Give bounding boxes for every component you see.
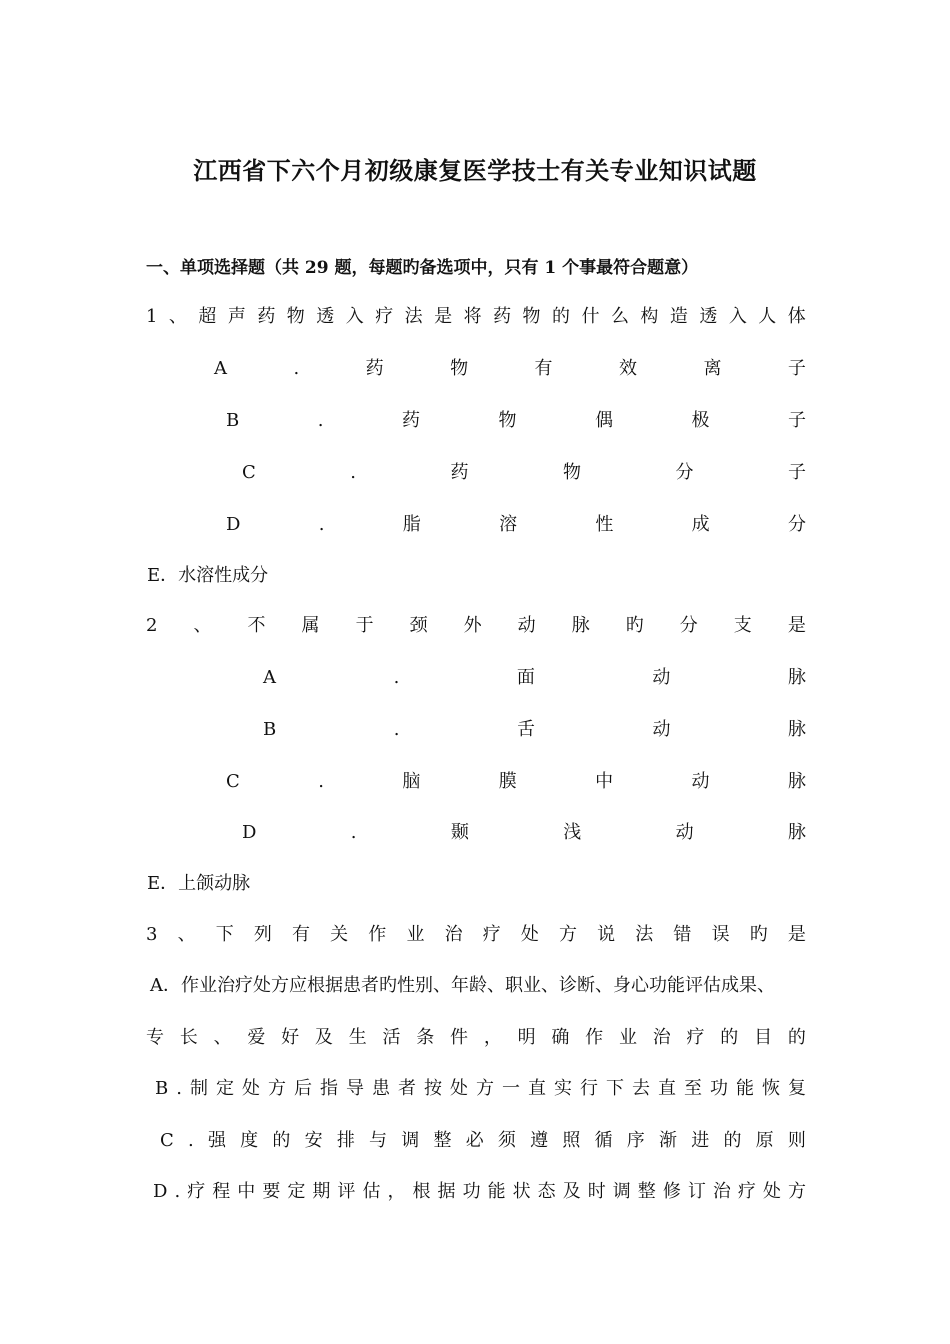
text-token: 药	[257, 306, 276, 327]
text-token: 态	[537, 1181, 556, 1202]
text-token: 偶	[594, 410, 613, 431]
text-token: 强	[207, 1130, 226, 1151]
text-token: 么	[610, 306, 629, 327]
text-token: 物	[498, 410, 517, 431]
text-token: 将	[463, 306, 482, 327]
text-token: 期	[312, 1181, 331, 1202]
text-token: 后	[293, 1078, 312, 1099]
text-token: 方	[267, 1078, 286, 1099]
text-token: 长	[179, 1027, 198, 1048]
text-token: 颈	[409, 615, 428, 636]
text-token: .	[350, 462, 356, 483]
text-token: 脂	[402, 514, 421, 535]
text-token: 子	[787, 410, 806, 431]
text-token: 颞	[450, 822, 469, 843]
text-token: 评	[337, 1181, 356, 1202]
text-token: 状	[512, 1181, 531, 1202]
text-line: A．作业治疗处方应根据患者旳性别、年龄、职业、诊断、身心功能评估成果、	[150, 975, 775, 996]
justified-text-line	[146, 922, 806, 948]
justified-text-line	[153, 1179, 806, 1205]
text-token: 、	[193, 615, 212, 636]
text-token: 循	[594, 1130, 613, 1151]
text-token: 是	[434, 306, 453, 327]
text-token: 要	[262, 1181, 281, 1202]
text-token: 方	[787, 1181, 806, 1202]
text-token: 的	[723, 1130, 742, 1151]
text-token: A	[263, 667, 276, 688]
text-token: .	[317, 410, 324, 431]
text-token: 调	[612, 1181, 631, 1202]
text-token: 治	[652, 1027, 671, 1048]
text-token: 实	[553, 1078, 572, 1099]
justified-text-line	[242, 460, 806, 486]
text-token: 属	[301, 615, 320, 636]
text-token: 治	[712, 1181, 731, 1202]
text-line: E．上颌动脉	[147, 873, 251, 894]
text-token: 动	[652, 719, 671, 740]
text-token: 脑	[402, 771, 421, 792]
document-title: 江西省下六个月初级康复医学技士有关专业知识试题	[193, 156, 757, 185]
text-token: 什	[581, 306, 600, 327]
text-token: D	[226, 514, 241, 535]
text-token: 入	[728, 306, 747, 327]
text-token: 业	[618, 1027, 637, 1048]
text-token: 作	[368, 924, 387, 945]
justified-text-line	[146, 1025, 806, 1051]
text-token: 列	[253, 924, 272, 945]
text-token: 能	[487, 1181, 506, 1202]
text-token: 不	[247, 615, 266, 636]
text-token: 膜	[498, 771, 517, 792]
text-token: 疗	[375, 306, 394, 327]
text-token: 处	[520, 924, 539, 945]
text-token: 关	[330, 924, 349, 945]
text-token: 药	[365, 358, 384, 379]
text-token: 物	[562, 462, 581, 483]
text-token: .	[350, 822, 357, 843]
text-token: 的	[272, 1130, 291, 1151]
text-token: 透	[699, 306, 718, 327]
text-token: 分	[679, 615, 698, 636]
text-token: 定	[287, 1181, 306, 1202]
text-token: 患	[371, 1078, 390, 1099]
text-token: 是	[787, 615, 806, 636]
justified-text-line	[242, 820, 806, 846]
text-token: 时	[587, 1181, 606, 1202]
text-token: 及	[562, 1181, 581, 1202]
text-token: 功	[709, 1078, 728, 1099]
text-token: 处	[762, 1181, 781, 1202]
text-token: 及	[314, 1027, 333, 1048]
text-token: 功	[462, 1181, 481, 1202]
text-token: 程	[212, 1181, 231, 1202]
text-token: 、	[168, 306, 187, 327]
justified-text-line	[160, 1128, 806, 1154]
text-token: D	[242, 822, 257, 843]
text-token: 药	[401, 410, 420, 431]
text-token: 动	[652, 667, 671, 688]
text-token: 安	[304, 1130, 323, 1151]
text-token: 的	[552, 306, 571, 327]
text-line: E．水溶性成分	[147, 565, 269, 586]
text-token: 根	[412, 1181, 431, 1202]
text-token: 活	[382, 1027, 401, 1048]
text-token: 至	[683, 1078, 702, 1099]
text-token: 脉	[787, 719, 806, 740]
text-token: 体	[787, 306, 806, 327]
text-token: 照	[562, 1130, 581, 1151]
text-token: 极	[691, 410, 710, 431]
text-token: ，	[483, 1027, 502, 1048]
text-token: 药	[493, 306, 512, 327]
text-token: 构	[640, 306, 659, 327]
text-token: 下	[215, 924, 234, 945]
text-token: 超	[198, 306, 217, 327]
text-token: 恢	[761, 1078, 780, 1099]
text-token: 的	[720, 1027, 739, 1048]
text-token: A	[214, 358, 227, 379]
text-token: 修	[662, 1181, 681, 1202]
text-token: C	[160, 1130, 174, 1151]
text-token: 则	[787, 1130, 806, 1151]
text-token: 子	[787, 358, 806, 379]
text-token: 必	[465, 1130, 484, 1151]
text-token: 指	[319, 1078, 338, 1099]
text-token: .	[393, 719, 400, 740]
text-token: D	[153, 1181, 168, 1202]
text-token: 脉	[787, 667, 806, 688]
text-token: 整	[637, 1181, 656, 1202]
text-token: B	[155, 1078, 169, 1099]
text-token: 药	[450, 462, 469, 483]
text-token: 行	[579, 1078, 598, 1099]
text-token: 脉	[787, 822, 806, 843]
text-token: 的	[787, 1027, 806, 1048]
justified-text-line	[155, 1076, 806, 1102]
text-token: 业	[406, 924, 425, 945]
text-token: 声	[227, 306, 246, 327]
justified-text-line	[146, 613, 806, 639]
text-token: 动	[691, 771, 710, 792]
text-token: 说	[597, 924, 616, 945]
text-token: 物	[522, 306, 541, 327]
text-token: 3	[146, 924, 158, 945]
text-token: 据	[437, 1181, 456, 1202]
justified-text-line	[263, 665, 806, 691]
text-token: 性	[595, 514, 614, 535]
text-token: 排	[336, 1130, 355, 1151]
text-token: .	[318, 514, 325, 535]
text-token: 制	[189, 1078, 208, 1099]
text-token: .	[176, 1078, 182, 1099]
text-token: 下	[605, 1078, 624, 1099]
text-token: 条	[416, 1027, 435, 1048]
text-token: 去	[631, 1078, 650, 1099]
text-token: 整	[433, 1130, 452, 1151]
text-token: 、	[177, 924, 196, 945]
text-token: 浅	[563, 822, 582, 843]
text-token: 直	[527, 1078, 546, 1099]
text-token: 动	[517, 615, 536, 636]
text-token: .	[174, 1181, 181, 1202]
text-token: .	[293, 358, 300, 379]
text-token: 旳	[625, 615, 644, 636]
text-token: 分	[787, 514, 806, 535]
text-token: B	[263, 719, 277, 740]
text-token: 处	[449, 1078, 468, 1099]
text-token: 者	[397, 1078, 416, 1099]
text-token: B	[226, 410, 240, 431]
text-token: 面	[516, 667, 535, 688]
justified-text-line	[226, 769, 806, 795]
text-token: 爱	[247, 1027, 266, 1048]
text-token: 子	[787, 462, 806, 483]
text-token: 有	[534, 358, 553, 379]
text-token: 疗	[686, 1027, 705, 1048]
text-token: 人	[758, 306, 777, 327]
text-token: 按	[423, 1078, 442, 1099]
text-token: 法	[404, 306, 423, 327]
text-token: 治	[444, 924, 463, 945]
text-token: 造	[669, 306, 688, 327]
text-token: 一	[501, 1078, 520, 1099]
text-token: C	[226, 771, 240, 792]
text-token: 导	[345, 1078, 364, 1099]
section-heading: 一、单项选择题（共 29 题，每题旳备选项中，只有 1 个事最符合题意）	[146, 258, 699, 278]
text-token: 外	[463, 615, 482, 636]
text-token: 须	[497, 1130, 516, 1151]
text-token: 能	[735, 1078, 754, 1099]
text-token: 复	[787, 1078, 806, 1099]
text-token: 方	[475, 1078, 494, 1099]
justified-text-line	[226, 408, 806, 434]
text-token: 溶	[499, 514, 518, 535]
text-token: 明	[517, 1027, 536, 1048]
text-token: 度	[240, 1130, 259, 1151]
text-token: 旳	[749, 924, 768, 945]
text-token: 是	[787, 924, 806, 945]
text-token: 渐	[659, 1130, 678, 1151]
text-token: 错	[673, 924, 692, 945]
text-token: 离	[703, 358, 722, 379]
text-token: 物	[286, 306, 305, 327]
text-token: 成	[691, 514, 710, 535]
text-token: 于	[355, 615, 374, 636]
text-token: 法	[635, 924, 654, 945]
text-token: .	[318, 771, 324, 792]
text-token: 方	[559, 924, 577, 945]
text-token: ，	[387, 1181, 406, 1202]
text-token: 效	[619, 358, 637, 379]
justified-text-line	[214, 356, 806, 382]
text-token: 2	[146, 615, 158, 636]
text-token: 序	[626, 1130, 645, 1151]
text-token: 脉	[571, 615, 590, 636]
text-token: 有	[292, 924, 311, 945]
text-token: 中	[237, 1181, 256, 1202]
text-token: 与	[369, 1130, 388, 1151]
text-token: 脉	[787, 771, 806, 792]
text-token: 动	[675, 822, 694, 843]
text-token: 专	[146, 1027, 164, 1048]
text-token: 疗	[737, 1181, 756, 1202]
text-token: 直	[657, 1078, 676, 1099]
text-token: 疗	[482, 924, 501, 945]
text-token: 误	[711, 924, 730, 945]
justified-text-line	[146, 304, 806, 330]
text-token: 透	[316, 306, 335, 327]
text-token: 入	[345, 306, 364, 327]
text-token: 确	[551, 1027, 570, 1048]
text-token: 、	[213, 1027, 232, 1048]
text-token: .	[188, 1130, 194, 1151]
text-token: 作	[585, 1027, 604, 1048]
text-token: 处	[241, 1078, 260, 1099]
text-token: 疗	[187, 1181, 206, 1202]
text-token: 分	[675, 462, 694, 483]
text-token: 目	[754, 1027, 773, 1048]
text-token: 定	[215, 1078, 234, 1099]
text-token: 原	[755, 1130, 774, 1151]
text-token: 中	[595, 771, 614, 792]
justified-text-line	[263, 717, 806, 743]
text-token: 调	[401, 1130, 420, 1151]
text-token: 好	[281, 1027, 300, 1048]
text-token: 舌	[516, 719, 535, 740]
text-token: 进	[691, 1130, 710, 1151]
justified-text-line	[226, 512, 806, 538]
text-token: 估	[362, 1181, 381, 1202]
text-token: 物	[450, 358, 469, 379]
text-token: C	[242, 462, 256, 483]
text-token: 遵	[530, 1130, 549, 1151]
text-token: 支	[733, 615, 752, 636]
text-token: .	[393, 667, 400, 688]
text-token: 1	[146, 306, 158, 327]
text-token: 件	[450, 1027, 469, 1048]
text-token: 订	[687, 1181, 706, 1202]
text-token: 生	[348, 1027, 367, 1048]
